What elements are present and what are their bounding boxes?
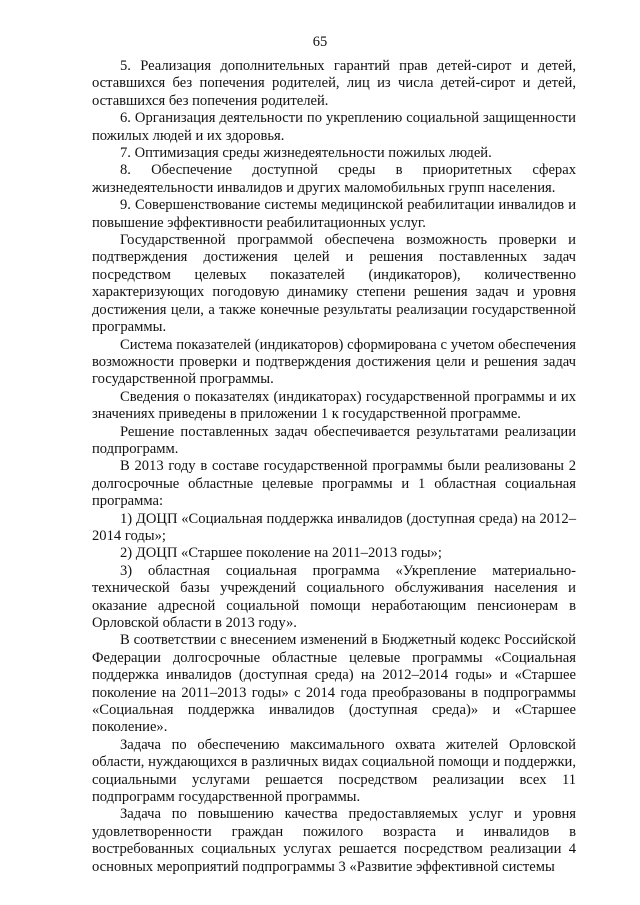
paragraph-2013-programs: В 2013 году в составе государственной программы были реализованы 2 долгосрочные областные целевые программы и 1 областная социальная программа:: [92, 458, 576, 510]
list-item-program-3: 3) областная социальная программа «Укрепление материально-технической базы учреждений социального обслуживания населения и оказание адресной социальной помощи неработающим пенсионерам в Орловской области в 2013 году».: [92, 562, 576, 631]
paragraph-item-8: 8. Обеспечение доступной среды в приоритетных сферах жизнедеятельности инвалидов и других маломобильных групп населения.: [92, 162, 576, 196]
paragraph-item-7: 7. Оптимизация среды жизнедеятельности пожилых людей.: [120, 145, 492, 162]
list-item-program-1: 1) ДОЦП «Социальная поддержка инвалидов (доступная среда) на 2012–2014 годы»;: [92, 510, 576, 544]
paragraph-coverage-task: Задача по обеспечению максимального охвата жителей Орловской области, нуждающихся в различных видах социальной помощи и поддержки, социальными услугами решается посредством реализации всех 11 подпрограмм государственной программы.: [92, 736, 576, 806]
paragraph-budget-code-changes: В соответствии с внесением изменений в Бюджетный кодекс Российской Федерации долгосрочные областные целевые программы «Социальная поддержка инвалидов (доступная среда) на 2012–2014 годы» и «Старшее поколение на 2011–2013 годы» с 2014 года преобразованы в подпрограммы «Социальная поддержка инвалидов (доступная среда)» и «Старшее поколение».: [92, 632, 576, 736]
paragraph-item-6: 6. Организация деятельности по укреплению социальной защищенности пожилых людей и их здоровья.: [92, 110, 576, 144]
list-item-program-2: 2) ДОЦП «Старшее поколение на 2011–2013 годы»;: [120, 545, 442, 562]
paragraph-program-verification: Государственной программой обеспечена возможность проверки и подтверждения достижения целей и решения поставленных задач посредством целевых показателей (индикаторов), количественно характеризующих погодовую динамику степени решения задач и уровня достижения цели, а также конечные результаты реализации государственной программы.: [92, 232, 576, 336]
document-body: [92, 58, 576, 876]
paragraph-item-5: 5. Реализация дополнительных гарантий прав детей-сирот и детей, оставшихся без попечения родителей, лиц из числа детей-сирот и детей, оставшихся без попечения родителей.: [92, 58, 576, 109]
paragraph-item-9: 9. Совершенствование системы медицинской реабилитации инвалидов и повышение эффективности реабилитационных услуг.: [92, 197, 576, 231]
page-number: 65: [312, 34, 328, 50]
paragraph-indicator-info: Сведения о показателях (индикаторах) государственной программы и их значениях приведены в приложении 1 к государственной программе.: [92, 388, 576, 423]
paragraph-subprogram-results: Решение поставленных задач обеспечивается результатами реализации подпрограмм.: [92, 423, 576, 457]
paragraph-indicator-system: Система показателей (индикаторов) сформирована с учетом обеспечения возможности проверки и подтверждения достижения цели и решения задач государственной программы.: [92, 336, 576, 388]
paragraph-quality-task: Задача по повышению качества предоставляемых услуг и уровня удовлетворенности граждан пожилого возраста и инвалидов в востребованных социальных услугах решается посредством реализации 4 основных мероприятий подпрограммы 3 «Развитие эффективной системы: [92, 806, 576, 875]
